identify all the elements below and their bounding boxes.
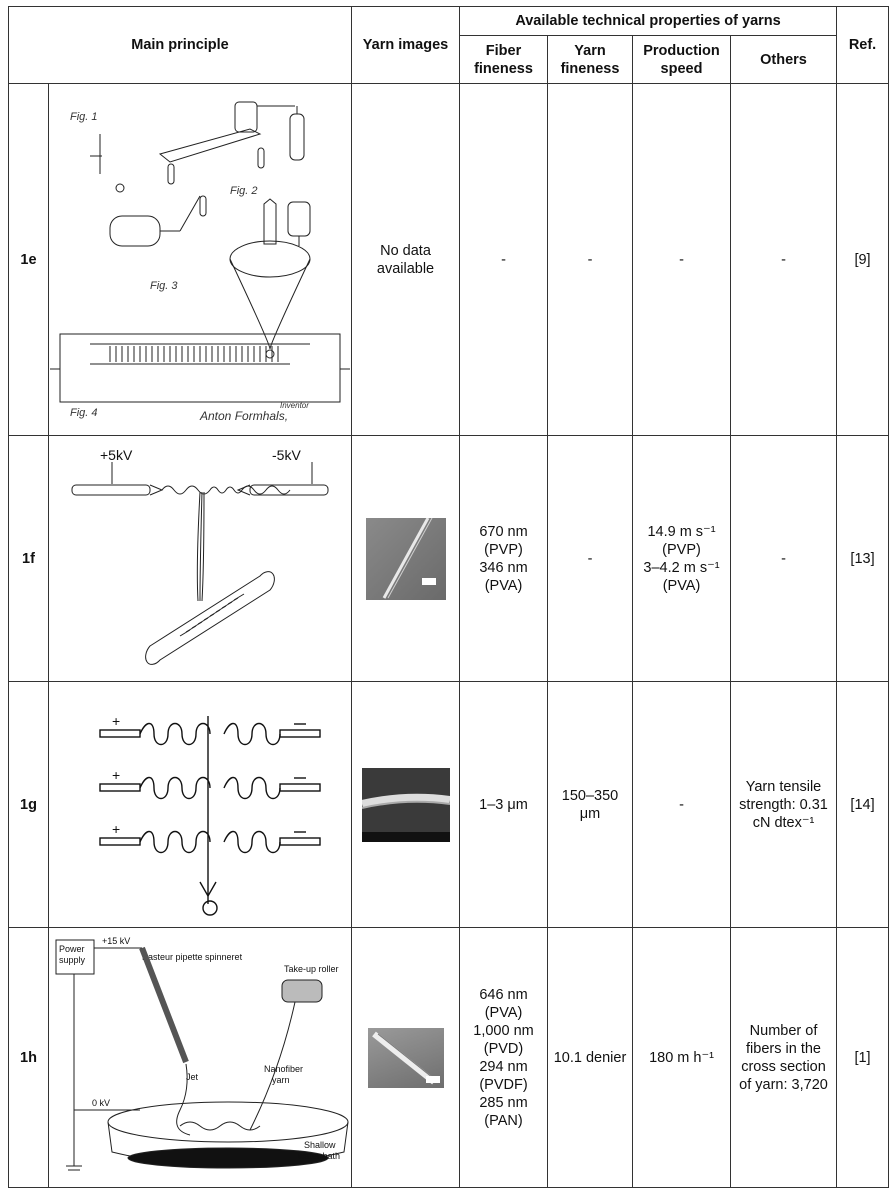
- row-label: 1f: [9, 436, 49, 682]
- yarn-fineness-cell: 10.1 denier: [548, 928, 633, 1188]
- principle-drawing-1f: [49, 436, 352, 682]
- yarn-fineness-cell: -: [548, 84, 633, 436]
- fiber-fineness-cell: 670 nm (PVP) 346 nm (PVA): [460, 436, 548, 682]
- row-label: 1h: [9, 928, 49, 1188]
- yarn-image-cell: [352, 682, 460, 928]
- svg-text:+15 kV: +15 kV: [102, 936, 131, 946]
- water-bath-diagram: [50, 930, 350, 1180]
- fiber-fineness-cell: 646 nm (PVA) 1,000 nm (PVD) 294 nm (PVDF) 285 nm (PAN): [460, 928, 548, 1188]
- svg-text:Fig. 3: Fig. 3: [150, 280, 178, 292]
- others-cell: Number of fibers in the cross section of yarn: 3,720: [731, 928, 837, 1188]
- ref-cell: [9]: [837, 84, 889, 436]
- principle-drawing-1g: [49, 682, 352, 928]
- svg-text:Jet: Jet: [186, 1072, 199, 1082]
- header-fiber-fineness: Fiber fineness: [460, 36, 548, 84]
- table-row: [9, 84, 889, 436]
- yarn-image-cell: No data available: [352, 84, 460, 436]
- table-row: [9, 436, 889, 682]
- ref-cell: [1]: [837, 928, 889, 1188]
- svg-text:Nanofiber: Nanofiber: [264, 1064, 304, 1074]
- yarn-fineness-cell: -: [548, 436, 633, 682]
- ref-cell: [13]: [837, 436, 889, 682]
- yarn-fineness-cell: 150–350 μm: [548, 682, 633, 928]
- header-yarn-images: Yarn images: [352, 7, 460, 84]
- svg-text:Anton Formhals,: Anton Formhals,: [200, 409, 289, 423]
- fiber-fineness-cell: 1–3 μm: [460, 682, 548, 928]
- header-others: Others: [731, 36, 837, 84]
- table-row: [9, 928, 889, 1188]
- production-speed-cell: -: [633, 84, 731, 436]
- yarn-image-cell: [352, 928, 460, 1188]
- header-yarn-fineness: Yarn fineness: [548, 36, 633, 84]
- others-cell: -: [731, 436, 837, 682]
- svg-text:+: +: [112, 821, 121, 837]
- yarn-closeup-graphic: [368, 1028, 444, 1088]
- svg-text:Inventor: Inventor: [280, 401, 309, 410]
- others-cell: -: [731, 84, 837, 436]
- svg-text:Take-up roller: Take-up roller: [284, 964, 339, 974]
- ref-cell: [14]: [837, 682, 889, 928]
- header-main-principle: Main principle: [9, 7, 352, 84]
- production-speed-cell: 14.9 m s⁻¹ (PVP) 3–4.2 m s⁻¹ (PVA): [633, 436, 731, 682]
- yarn-image-cell: [352, 436, 460, 682]
- header-production-speed: Production speed: [633, 36, 731, 84]
- svg-text:supply: supply: [59, 955, 86, 965]
- header-available-properties: Available technical properties of yarns: [460, 7, 837, 36]
- svg-text:Shallow: Shallow: [304, 1140, 336, 1150]
- production-speed-cell: 180 m h⁻¹: [633, 928, 731, 1188]
- svg-text:Pasteur pipette spinneret: Pasteur pipette spinneret: [142, 952, 243, 962]
- formhals-patent-drawing: [50, 84, 350, 430]
- table-row: [9, 682, 889, 928]
- svg-text:0 kV: 0 kV: [92, 1098, 111, 1108]
- properties-table: [8, 6, 889, 1188]
- svg-text:Fig. 2: Fig. 2: [230, 185, 258, 197]
- svg-text:Power: Power: [59, 944, 85, 954]
- twin-needle-diagram: [50, 436, 350, 676]
- svg-text:+5kV: +5kV: [100, 447, 133, 463]
- row-label: 1e: [9, 84, 49, 436]
- others-cell: Yarn tensile strength: 0.31 cN dtex⁻¹: [731, 682, 837, 928]
- header-ref: Ref.: [837, 7, 889, 84]
- yarn-sem-image: [362, 768, 450, 842]
- principle-drawing-1h: [49, 928, 352, 1188]
- svg-text:Fig. 4: Fig. 4: [70, 407, 98, 419]
- yarn-bundle-graphic: [362, 768, 450, 842]
- multi-needle-diagram: [50, 682, 350, 922]
- svg-text:water bath: water bath: [298, 1151, 341, 1161]
- principle-drawing-1e: [49, 84, 352, 436]
- row-label: 1g: [9, 682, 49, 928]
- svg-text:-5kV: -5kV: [272, 447, 301, 463]
- fiber-fineness-cell: -: [460, 84, 548, 436]
- svg-text:+: +: [112, 767, 121, 783]
- yarn-sem-image: [366, 518, 446, 600]
- yarn-sem-image: [368, 1028, 444, 1088]
- svg-text:+: +: [112, 713, 121, 729]
- svg-text:Fig. 1: Fig. 1: [70, 111, 98, 123]
- yarn-strand-graphic: [366, 518, 446, 600]
- production-speed-cell: -: [633, 682, 731, 928]
- svg-text:yarn: yarn: [272, 1075, 290, 1085]
